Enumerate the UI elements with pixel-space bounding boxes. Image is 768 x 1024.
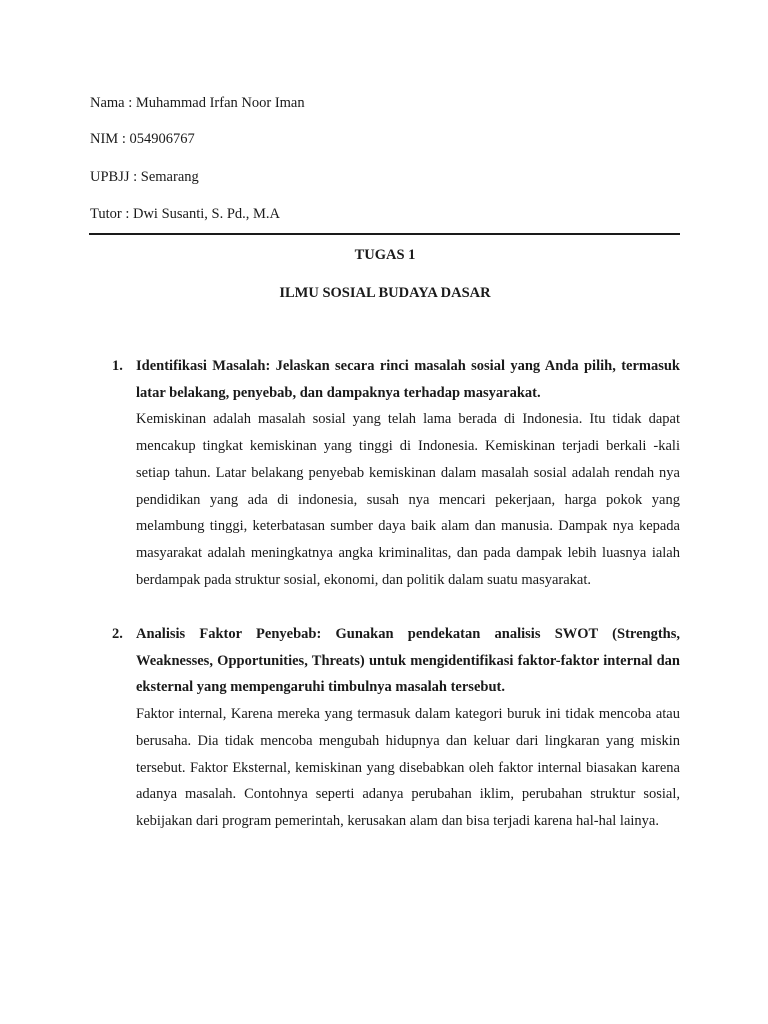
item-body <box>136 353 680 593</box>
item-number: 1. <box>112 358 123 374</box>
header-divider <box>89 233 680 235</box>
answer-text: Faktor internal, Karena mereka yang termasuk dalam kategori buruk ini tidak mencoba atau berusaha. Dia tidak mencoba mengubah hidupnya dan keluar dari lingkaran yang miskin tersebut. Faktor Eksternal, kemiskinan yang disebabkan oleh faktor internal biasakan karena adanya masalah. Contohnya seperti adanya perubahan iklim, perubahan struktur sosial, kebijakan dari program pemerintah, kerusakan alam dan bisa terjadi karena hal-hal lainya. <box>136 706 680 829</box>
course-title: ILMU SOSIAL BUDAYA DASAR <box>279 285 491 301</box>
student-upbjj: UPBJJ : Semarang <box>90 169 199 185</box>
item-body <box>136 621 680 835</box>
question-text: Identifikasi Masalah: Jelaskan secara rinci masalah sosial yang Anda pilih, termasuk latar belakang, penyebab, dan dampaknya terhadap masyarakat. <box>136 358 680 401</box>
student-nim: NIM : 054906767 <box>90 131 195 147</box>
student-tutor: Tutor : Dwi Susanti, S. Pd., M.A <box>90 206 281 222</box>
question-text: Analisis Faktor Penyebab: Gunakan pendekatan analisis SWOT (Strengths, Weaknesses, Opportunities, Threats) untuk mengidentifikasi faktor-faktor internal dan eksternal yang mempengaruhi timbulnya masalah tersebut. <box>136 626 680 696</box>
item-number: 2. <box>112 626 123 642</box>
student-name: Nama : Muhammad Irfan Noor Iman <box>90 95 305 111</box>
answer-text: Kemiskinan adalah masalah sosial yang telah lama berada di Indonesia. Itu tidak dapat mencakup tingkat kemiskinan yang tinggi di Indonesia. Kemiskinan terjadi berkali -kali setiap tahun. Latar belakang penyebab kemiskinan dalam masalah sosial adalah rendah nya pendidikan yang ada di indonesia, susah nya mencari pekerjaan, harga pokok yang melambung tinggi, keterbatasan sumber daya baik alam dan manusia. Dampak nya kepada masyarakat adalah meningkatnya angka kriminalitas, dan pada dampak lebih luasnya ialah berdampak pada struktur sosial, ekonomi, dan politik dalam suatu masyarakat. <box>136 411 680 588</box>
question-item-1 <box>112 353 680 593</box>
question-item-2 <box>112 621 680 835</box>
assignment-title: TUGAS 1 <box>354 247 416 263</box>
